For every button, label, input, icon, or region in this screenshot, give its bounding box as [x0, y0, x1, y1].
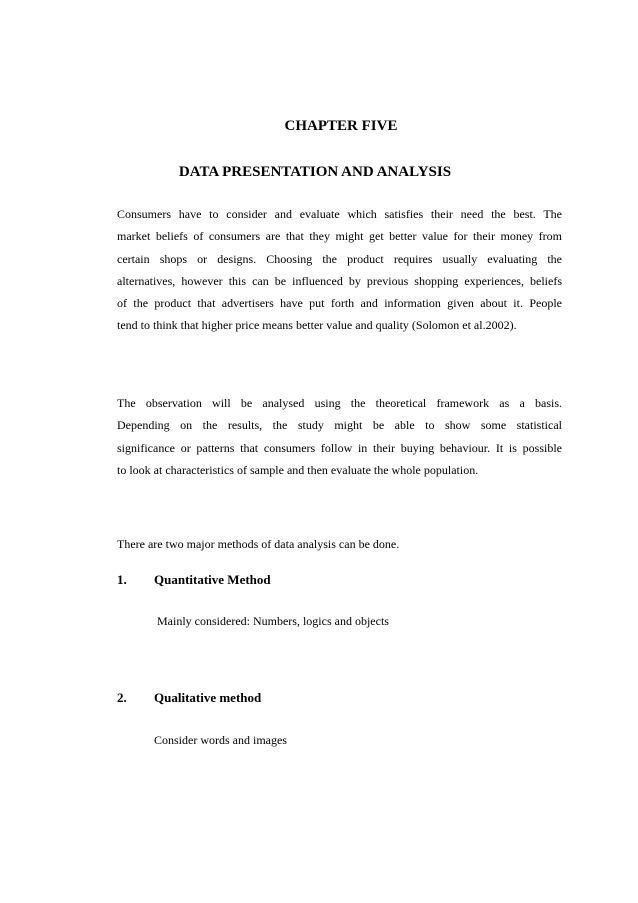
- method-number: 2.: [117, 690, 127, 705]
- paragraph-line: There are two major methods of data analysis can be done.: [117, 537, 400, 551]
- method-description-quantitative: Mainly considered: Numbers, logics and objects: [157, 614, 389, 628]
- paragraph-line: of the product that advertisers have put forth and information given about it. People: [117, 296, 562, 311]
- paragraph-observation: [117, 392, 562, 481]
- paragraph-methods-intro: [117, 533, 562, 555]
- method-description-qualitative: Consider words and images: [154, 733, 287, 747]
- paragraph-line: tend to think that higher price means better value and quality (Solomon et al.2002).: [117, 318, 517, 333]
- paragraph-line: market beliefs of consumers are that they might get better value for their money from: [117, 229, 562, 244]
- paragraph-line: The observation will be analysed using the theoretical framework as a basis.: [117, 396, 562, 410]
- chapter-title: CHAPTER FIVE: [284, 118, 398, 134]
- paragraph-line: to look at characteristics of sample and then evaluate the whole population.: [117, 462, 479, 477]
- paragraph-line: Depending on the results, the study might be able to show some statistical: [117, 418, 562, 433]
- section-title: DATA PRESENTATION AND ANALYSIS: [178, 164, 452, 180]
- method-heading-quantitative: [117, 572, 271, 588]
- paragraph-consumer-beliefs: [117, 203, 562, 337]
- paragraph-line: alternatives, however this can be influenced by previous shopping experiences, beliefs: [117, 273, 562, 288]
- paragraph-line: certain shops or designs. Choosing the product requires usually evaluating the: [117, 251, 562, 266]
- method-number: 1.: [117, 572, 127, 587]
- method-title: Qualitative method: [154, 690, 262, 705]
- method-heading-qualitative: [117, 690, 261, 706]
- method-title: Quantitative Method: [154, 572, 271, 587]
- paragraph-line: significance or patterns that consumers follow in their buying behaviour. It is possible: [117, 440, 562, 455]
- paragraph-line: Consumers have to consider and evaluate which satisfies their need the best. The: [117, 207, 562, 221]
